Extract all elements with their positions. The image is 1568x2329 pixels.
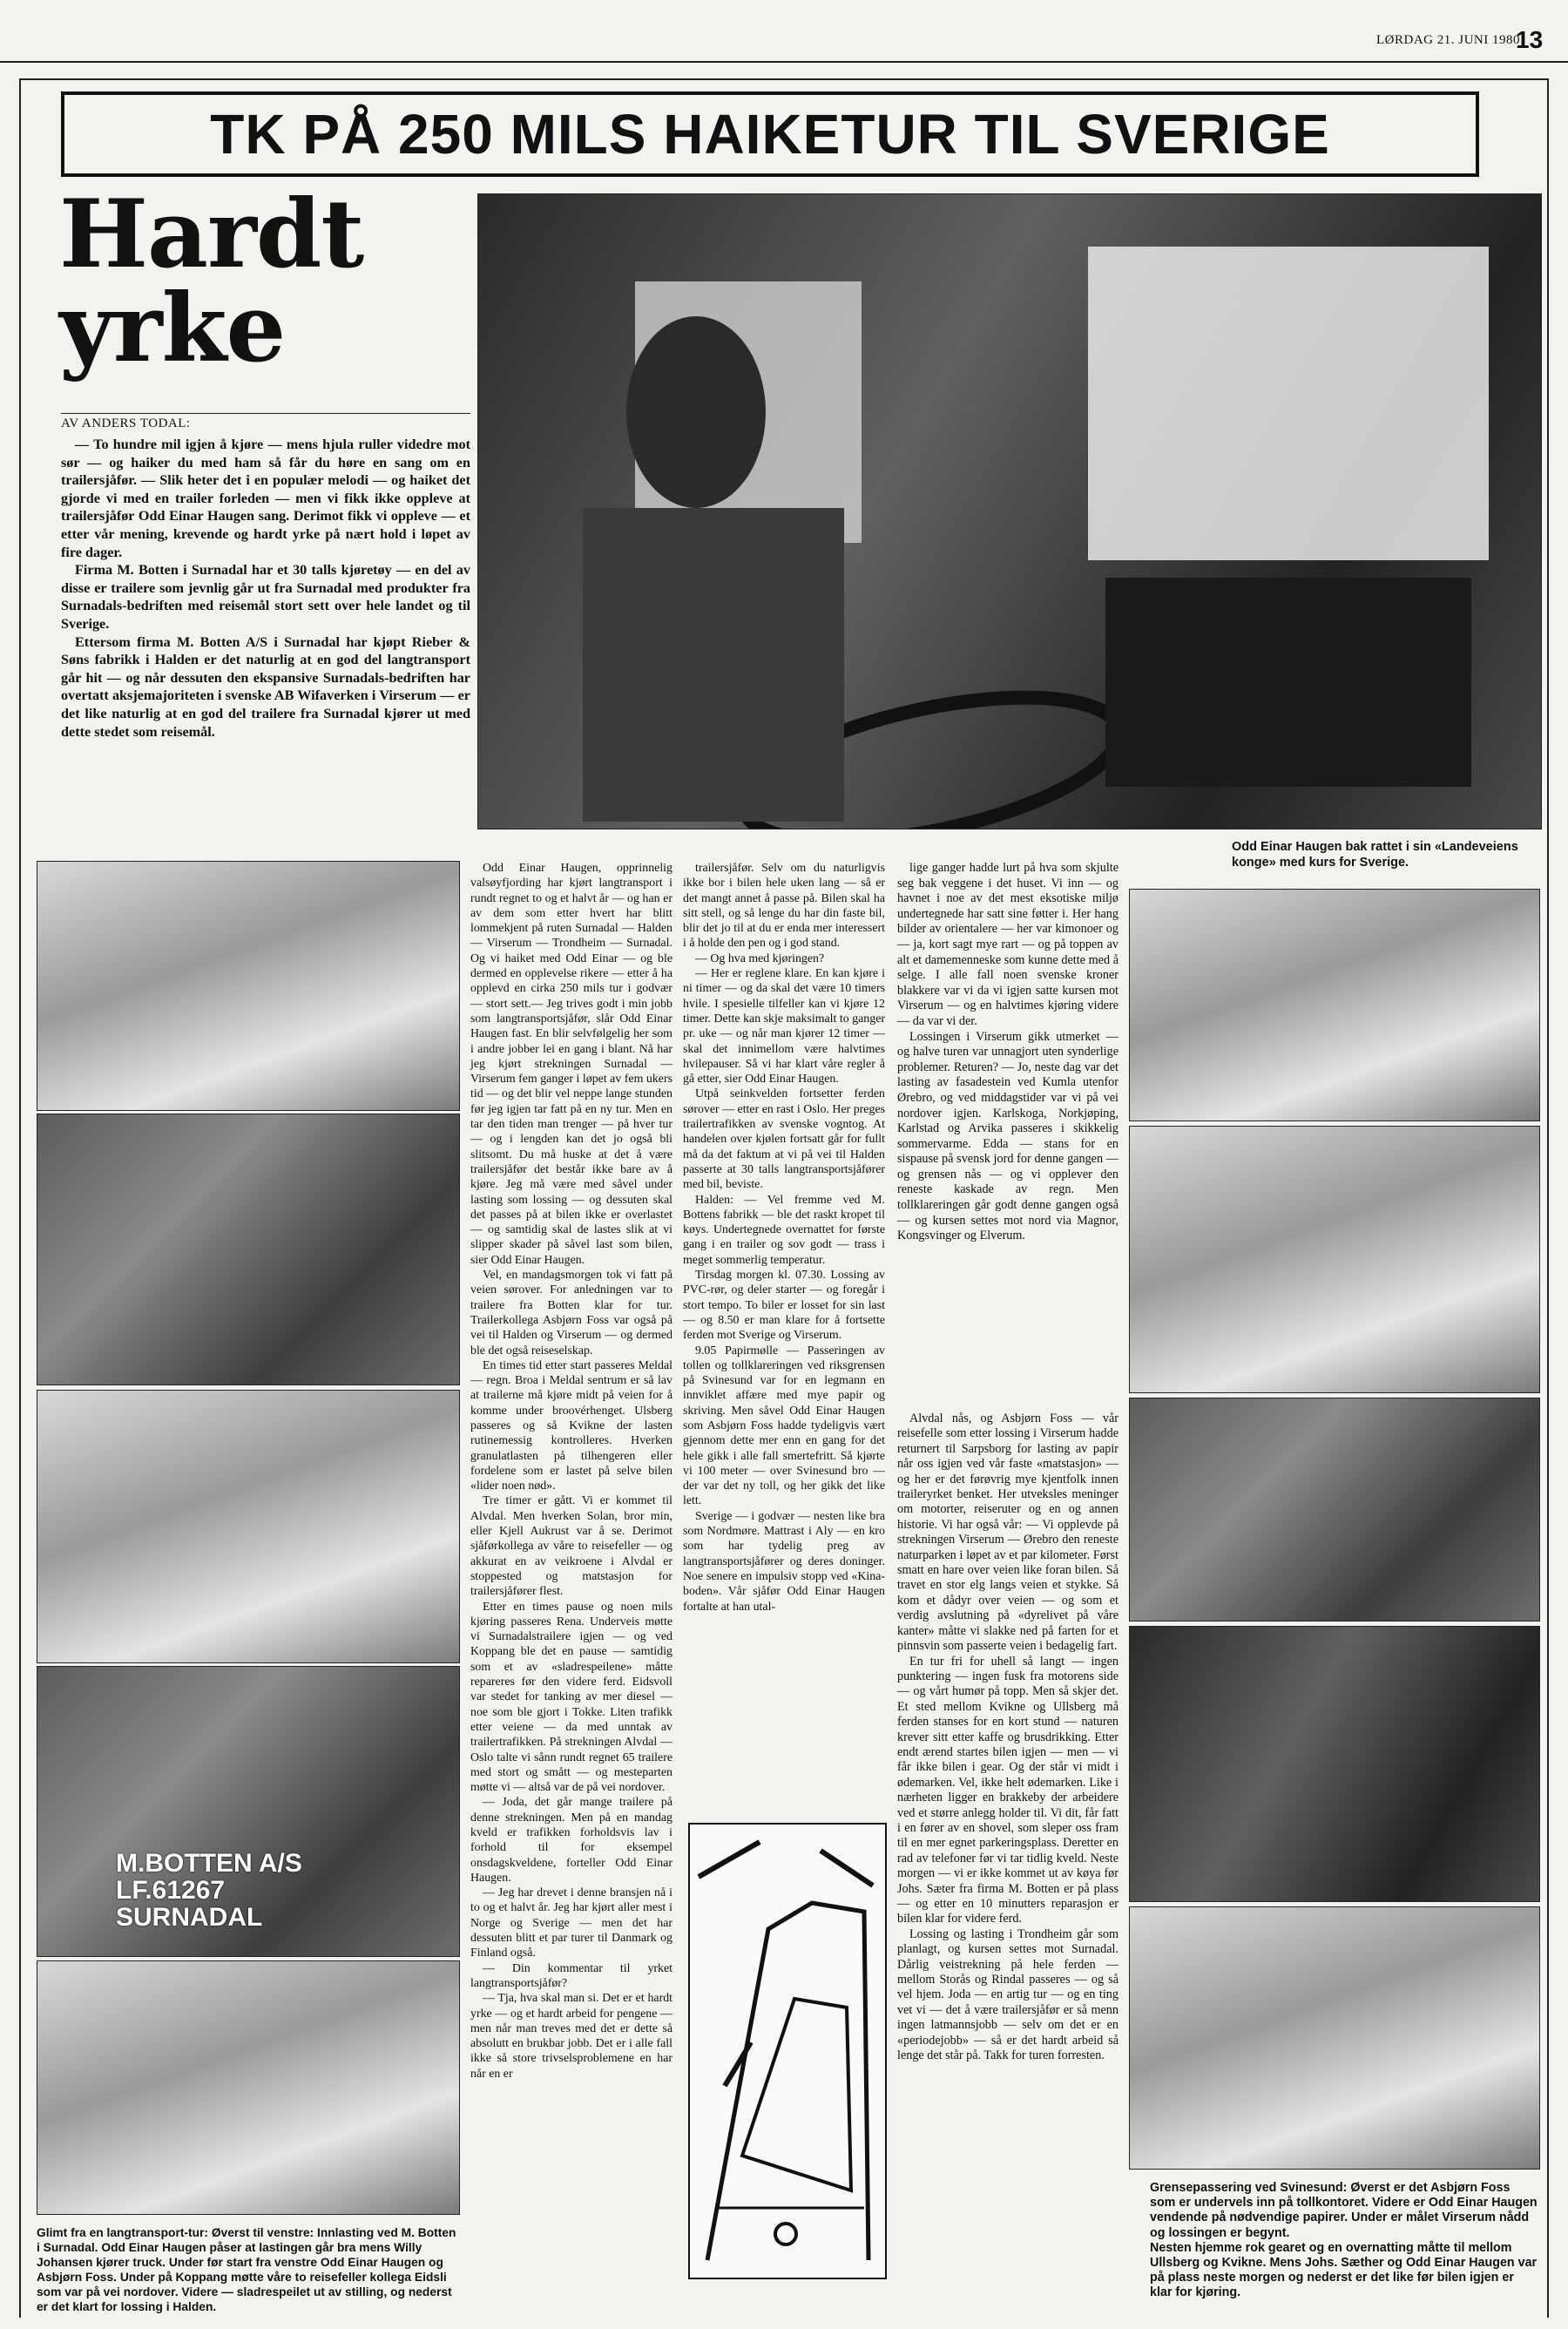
- headline-line1: Hardt: [59, 179, 364, 289]
- caption-right-1: Grensepassering ved Svinesund: Øverst er det Asbjørn Foss som er undervels inn på tollkontoret. Videre er Odd Einar Haugen vendende på nødvendige papirer. Under er målet Virserum nådd og lossingen er begynt.: [1150, 2181, 1538, 2240]
- photo-trucks-start: [37, 1114, 460, 1385]
- photo-customs-office: [1129, 1126, 1540, 1393]
- col2-paragraph: Halden: — Vel fremme ved M. Bottens fabrikk — ble det raskt kropet til køys. Undertegnede overnattet for første gang i en trailer og sov godt — trass i meget sommerlig temperatur.: [683, 1193, 885, 1267]
- page-number: 13: [1516, 26, 1544, 53]
- lead-paragraph: Firma M. Botten i Surnadal har et 30 talls kjøretøy — en del av disse er trailere som jevnlig går ut fra Surnadal med produkter fra Surnadals-bedriften med reisemål stort sett over hele landet og til Sverige.: [61, 562, 470, 632]
- photo-mirror-repair: [37, 1666, 460, 1957]
- caption-right-photos: [1150, 2181, 1538, 2301]
- col1-paragraph: — Tja, hva skal man si. Det er et hardt yrke — og et hardt arbeid for pengene — men når man treves med det er dette så absolutt en brukbar jobb. Det er i alle fall ikke så store trivselsproblemene en har når en er: [470, 1992, 672, 2081]
- caption-right-2: Nesten hjemme rok gearet og en overnatting måtte til mellom Ullsberg og Kvikne. Mens Johs. Sæther og Odd Einar Haugen var på plass neste morgen og nederst er det like før bilen igjen er klar for kjøring.: [1150, 2240, 1538, 2300]
- headline-rule: [61, 413, 470, 414]
- col1-paragraph: — Jeg har drevet i denne bransjen nå i to og et halvt år. Jeg har kjørt aller mest i Norge og Sverige — men det har dessuten blitt et par turer til Danmark og Finland også.: [470, 1886, 672, 1960]
- photo-border-customs: [1129, 889, 1540, 1121]
- steering-wheel-icon: [478, 194, 1541, 829]
- col2-paragraph: — Og hva med kjøringen?: [695, 951, 825, 965]
- article-column-3: [897, 861, 1119, 1244]
- truck-logo-line3: SURNADAL: [116, 1903, 263, 1932]
- col4-paragraph: En tur fri for uhell så langt — ingen punktering — ingen fusk fra motorens side — og vårt humør på topp. Men så skjer det. Et sted mellom Kvikne og Ullsberg må ferden stanses for en kort stund — naturen krever sitt etter kaffe og brusdrikking. Etter endt ærend startes bilen igjen — men — vi får ikke bilen i gear. Og der står vi midt i ødemarken. Vel, ikke helt ødemarken. Like i nærheten ligger en brakkeby der arbeidere ved et større anlegg holder til. Vi dit, får fatt i en fører av en shovel, som sleper oss fram til en mer egnet parkeringsplass. Deretter en rad av telefoner før vi tar tidlig kveld. Neste morgen — vi er ikke kommet ut av køya før Johs. Sæter fra firma M. Botten er på plass — og etter en 10 minutters reparasjon er bilen klar for videre ferd.: [897, 1654, 1119, 1926]
- col1-paragraph: — Joda, det går mange trailere på denne strekningen. Men på en mandag kveld er trafikken forholdsvis lav i forhold til for eksempel onsdagskveldene, forteller Odd Einar Haugen.: [470, 1796, 672, 1885]
- lead-paragraph: — To hundre mil igjen å kjøre — mens hjula ruller videdre mot sør — og haiker du med ham så får du høre en sang om en trailersjåfør. — Slik heter det i en populær melodi — og haiket det gjorde vi med en trailer forleden — men vi fikk ikke oppleve at trailersjåfør Odd Einar Haugen sang. Derimot fikk vi oppleve — et etter vår mening, krevende og hardt yrke på nært hold i løpet av fire dager.: [61, 437, 470, 560]
- frame-top: [19, 78, 1549, 80]
- photo-driver-cab: [477, 193, 1542, 829]
- article-column-4: [897, 1412, 1119, 2063]
- article-column-1: [470, 861, 672, 2082]
- caption-left-photos: Glimt fra en langtransport-tur: Øverst til venstre: Innlasting ved M. Botten i Surnadal. Odd Einar Haugen påser at lastingen går bra mens Willy Johansen kjører truck. Under før start fra venstre Odd Einar Haugen og Asbjørn Foss. Under på Koppang møtte våre to reisefeller kollega Eidsli som var på vei nordover. Videre — sladrespeilet ut av stilling, og nederst er det klart for lossing i Halden.: [37, 2226, 456, 2313]
- frame-right: [1547, 78, 1549, 2318]
- lead-paragraph: Ettersom firma M. Botten A/S i Surnadal har kjøpt Rieber & Søns fabrikk i Halden er det naturlig at en god del langtransport går hit — og når dessuten den ekspansive Surnadals-bedriften har overtatt aksjemajoriteten i svenske AB Wifaverken i Virserum — er det like naturlig at en god del trailere fra Surnadal kjører ut med dette stedet som reisemål.: [61, 633, 470, 740]
- truck-logo-line1: M.BOTTEN A/S: [116, 1849, 302, 1878]
- photo-loading: [37, 861, 460, 1111]
- col1-paragraph: Vel, en mandagsmorgen tok vi fatt på veien sørover. For anledningen var to trailere fra Botten klar for tur. Trailerkollega Asbjørn Foss var også på vei til Halden og Virserum — og dermed ble det også reiseselskap.: [470, 1269, 672, 1357]
- truck-sketch-icon: [690, 1825, 885, 2278]
- col1-paragraph: Etter en times pause og noen mils kjøring passeres Rena. Underveis møtte vi Surnadalstrailere igjen — og ved Koppang ble det en pause — samtidig som et av «sladrespeilene» måtte repareres før den videre ferd. Eidsvoll var stedet for tanking av mer diesel — noe som ble gjort i Tokke. Liten trafikk etter veiene — da med unntak av trailertrafikken. På strekningen Alvdal — Oslo talte vi sånn rundt regnet 65 trailere med stort og smått — og mesteparten møtte vi — altså var de på vei nordover.: [470, 1600, 672, 1795]
- headline: [59, 179, 364, 383]
- col2-paragraph: Tirsdag morgen kl. 07.30. Lossing av PVC-rør, og deler starter — og foregår i stort tempo. To biler er losset for sin last — og 8.50 er man klare for å fortsette ferden mot Sverige og Virserum.: [683, 1269, 885, 1343]
- photo-virserum-unloading: [1129, 1398, 1540, 1621]
- col1-paragraph: En times tid etter start passeres Meldal — regn. Broa i Meldal sentrum er så lav at trailerne må kjøre midt på veien for å komme under broovérhenget. Ulsberg passeres og så Kvikne der lasten rutinemessig kontrolleres. Hverken granulatlasten på tilhengeren eller fordelene som er lastet på selve bilen «lider noen nød».: [470, 1358, 672, 1493]
- header-date: LØRDAG 21. JUNI 1980: [1376, 33, 1520, 47]
- kicker-title: TK PÅ 250 MILS HAIKETUR TIL SVERIGE: [61, 91, 1479, 177]
- byline: AV ANDERS TODAL:: [61, 416, 191, 430]
- col3-paragraph: lige ganger hadde lurt på hva som skjulte seg bak veggene i det huset. Vi inn — og havnet i noe av det mest eksotiske miljø undertegnede har satt sine føtter i. Her hang bilder av orientalere — her var kimonoer og — ja, kort sagt mye rart — og på toppen av alt et damemenneske som kunne dette med å selge. I alle fall noen svenske kroner blakkere var vi da vi igjen satte kursen mot Virserum — og en halvtimes kjøring videre — da var vi der.: [897, 861, 1119, 1028]
- col4-paragraph: Lossing og lasting i Trondheim går som planlagt, og kursen settes mot Surnadal. Dårlig veistrekning på hele ferden — mellom Storås og Rindal passeres — og så vel hjem. Joda — en artig tur — og en ting vet vi — det å være trailersjåfør er så menn ingen latmannsjobb — selv om det er en «periodejobb» — så er det hardt arbeid så lenge det står på. Takk for turen forresten.: [897, 1926, 1119, 2063]
- frame-left: [19, 78, 21, 2318]
- headline-line2: yrke: [59, 274, 286, 383]
- col4-paragraph: Alvdal nås, og Asbjørn Foss — vår reisefelle som etter lossing i Virserum hadde returnert til Sarpsborg for lasting av papir når oss igjen ved vår faste «matstasjon» — og her er det førøvrig mye kjentfolk innen traileryrket benket. Her utveksles meninger om motorter, reiseruter og en og annen historie. Vi har også vår: — Vi opplevde på strekningen Virserum — Ørebro den reneste naturparken i løpet av et par kilometer. Først smatt en hare over veien like foran bilen. Så travet en stor elg langs veien et stykke. Så kom et dådyr over veien — og som et verdig avslutning på «dyrelivet på våre kanter» måtte vi slakke ned på farten for et pinnsvin som passerte veien i bedagelig fart.: [897, 1412, 1119, 1654]
- caption-driver-cab: Odd Einar Haugen bak rattet i sin «Landeveiens konge» med kurs for Sverige.: [1232, 840, 1518, 870]
- col1-paragraph: Tre timer er gått. Vi er kommet til Alvdal. Men hverken Solan, bror min, eller Kjell Aukrust var å se. Derimot sjåførkollega av våre to reisefeller — og akkurat en av veikroene i Alvdal er stoppested og matstasjon for trailersjåfører flest.: [470, 1494, 672, 1599]
- header-rule: [0, 61, 1568, 63]
- lead-text: [61, 436, 470, 741]
- illustration-truck-sketch: [688, 1823, 887, 2279]
- truck-logo-line2: LF.61267: [116, 1876, 226, 1905]
- photo-truck-ready: [1129, 1906, 1540, 2170]
- col2-paragraph: Utpå seinkvelden fortsetter ferden sørover — etter en rast i Oslo. Her preges trailertrafikken av svenske vogntog. At handelen over kjølen fortsatt går for fullt må da det faktum at vi på vei til Halden passerte at 30 talls langtransportsjåfører med bil, beviste.: [683, 1087, 885, 1192]
- photo-unloading-halden: [37, 1960, 460, 2215]
- photo-repair-crew: [1129, 1626, 1540, 1902]
- col2-paragraph: trailersjåfør. Selv om du naturligvis ikke bor i bilen hele uken lang — så er det mangt annet å passe på. Bilen skal ha sitt stell, og så lenge du har din faste bil, blir det jo til at du er enda mer interessert i å holde den pen og i god stand.: [683, 862, 885, 951]
- col2-paragraph: 9.05 Papirmølle — Passeringen av tollen og tollklareringen ved riksgrensen på Svinesund var for en legmann en innviklet affære med mye papir og skriving. Men såvel Odd Einar Haugen som Asbjørn Foss hadde tydeligvis vært gjennom dette mer enn en gang for det hele gikk i alle fall smertefritt. Så kjørte vi 100 meter — over Svinesund bro — der var det ny toll, og her gikk det like lett.: [683, 1344, 885, 1508]
- truck-logo: [116, 1850, 302, 1931]
- col1-paragraph: — Din kommentar til yrket langtransportsjåfør?: [470, 1961, 672, 1990]
- photo-koppang-meeting: [37, 1390, 460, 1663]
- col2-paragraph: — Her er reglene klare. En kan kjøre i ni timer — og da skal det være 10 timers hvile. I spesielle tilfeller kan vi kjøre 12 timer. Dette kan skje maksimalt to ganger pr. uke — og når man kjører 12 timer — skal det innimellom være halvtimes hvilepauser. Så vi har klart våre regler å gå etter, sier Odd Einar Haugen.: [683, 967, 885, 1087]
- col2-paragraph: Sverige — i godvær — nesten like bra som Nordmøre. Mattrast i Aly — en kro som har tydelig preg av langtransportsjåfører og deres doninger. Noe senere en impulsiv stopp ved «Kina-boden». Vår sjåfør Odd Einar Haugen fortalte at han utal-: [683, 1509, 885, 1614]
- col3-paragraph: Lossingen i Virserum gikk utmerket — og halve turen var unnagjort uten synderlige problemer. Returen? — Jo, neste dag var det lasting av fasadestein ved Kumla utenfor Ørebro, og ved middagstider var vi på vei nordover igjen. Karlskoga, Norkjøping, Karlstad og Arvika passeres i skikkelig sommervarme. Edda — stans for en sispause på svensk jord for denne gangen — og grensen nås — og vi opplever den reneste kaskade av regn. Men tollklareringen går godt denne gangen også — og kursen settes mot nord via Magnor, Kongsvinger og Elverum.: [897, 1029, 1119, 1243]
- col1-paragraph: Odd Einar Haugen, opprinnelig valsøyfjording har kjørt langtransport i rundt regnet to og et halvt år — og han er av dem som etter hvert har blitt lommekjent på ruten Surnadal — Halden — Virserum — Trondheim — Surnadal. Og vi haiket med Odd Einar — og ble dermed en opplevelse rikere — etter å ha opplevd en cirka 250 mils tur i godvær — stort sett.— Jeg trives godt i min jobb som langtransportsjåfør, slår Odd Einar Haugen fast. En blir selvfølgelig her som i andre jobber lei en gang i blant. Nå har jeg kjørt strekningen Surnadal — Virserum fem ganger i løpet av fem ukers tid — og det blir vel neppe lange stunden før jeg igjen tar fatt på en ny tur. Men en tar den tiden man trenger — på hver tur — og i lengden kan det jo også bli slitsomt. Du må huske at det å være trailersjåfør det består ikke bare av å kjøre. Jeg må være med såvel under lasting som lossing — og dessuten skal det passes på at bilen ikke er overlastet — og samtidig skal de lastes slik at vi slipper skader på såvel last som bilen, sier Odd Einar Haugen.: [470, 862, 672, 1267]
- article-column-2: [683, 861, 885, 1615]
